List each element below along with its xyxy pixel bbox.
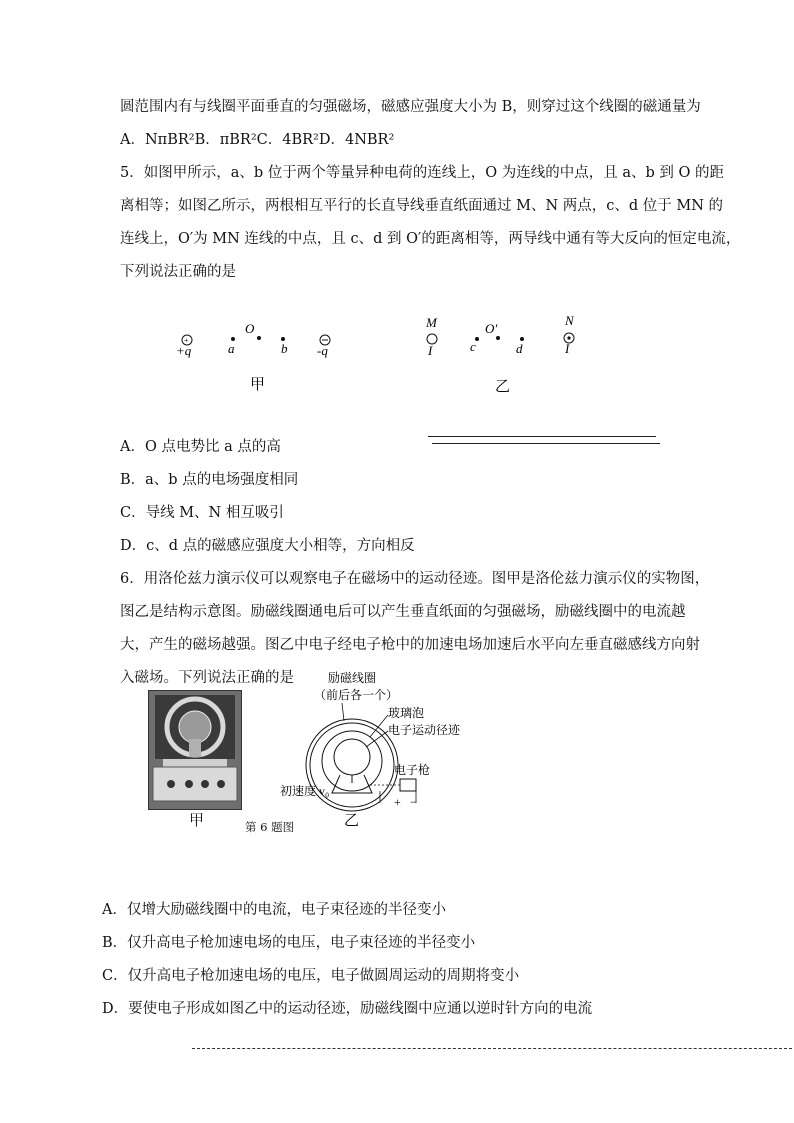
caption-yi: 乙 bbox=[495, 379, 511, 395]
label-minus: − bbox=[410, 795, 417, 809]
q6-option-d: D．要使电子形成如图乙中的运动径迹，励磁线圈中应通以逆时针方向的电流 bbox=[102, 1001, 593, 1017]
answer-dashed-line bbox=[192, 1048, 792, 1049]
caption-jia: 甲 bbox=[250, 377, 266, 393]
divider-line bbox=[432, 443, 660, 444]
label-gun: 电子枪 bbox=[394, 763, 431, 777]
label-minus-q: -q bbox=[317, 343, 328, 358]
q5-stem-line-1: 5．如图甲所示，a、b 位于两个等量异种电荷的连线上，O 为连线的中点，且 a、b 到 O 的距 bbox=[120, 165, 725, 181]
figure-yi bbox=[425, 313, 575, 395]
label-v0: 初速度 v₀ bbox=[280, 784, 330, 798]
label-c: c bbox=[470, 339, 476, 354]
label-bulb: 玻璃泡 bbox=[388, 706, 425, 720]
electron-track bbox=[334, 739, 370, 775]
figure-jia bbox=[176, 321, 330, 393]
q5-stem-line-3: 连线上，O′为 MN 连线的中点，且 c、d 到 O′的距离相等，两导线中通有等大反向的恒定电流， bbox=[120, 231, 741, 247]
figure-number: 第 6 题图 bbox=[245, 820, 295, 834]
q5-option-a: A．O 点电势比 a 点的高 bbox=[120, 439, 281, 455]
q5-option-c: C．导线 M、N 相互吸引 bbox=[120, 505, 284, 521]
caption-yi: 乙 bbox=[344, 813, 360, 829]
q6-stem-line-2: 图乙是结构示意图。励磁线圈通电后可以产生垂直纸面的匀强磁场，励磁线圈中的电流越 bbox=[120, 604, 686, 620]
q6-stem-line-3: 大，产生的磁场越强。图乙中电子经电子枪中的加速电场加速后水平向左垂直磁感线方向射 bbox=[120, 637, 700, 653]
gun-box-icon bbox=[400, 779, 416, 791]
point-O bbox=[257, 336, 261, 340]
label-N: N bbox=[565, 313, 574, 328]
label-I-left: I bbox=[428, 343, 433, 358]
q5-option-b: B．a、b 点的电场强度相同 bbox=[120, 472, 299, 488]
q6-option-c: C．仅升高电子枪加速电场的电压，电子做圆周运动的周期将变小 bbox=[102, 968, 520, 984]
q6-option-b: B．仅升高电子枪加速电场的电压，电子束径迹的半径变小 bbox=[102, 935, 476, 951]
q5-figures bbox=[0, 305, 794, 405]
point-O-prime bbox=[496, 336, 500, 340]
lorentz-structure-diagram bbox=[270, 665, 480, 840]
q5-stem-line-4: 下列说法正确的是 bbox=[120, 264, 236, 280]
label-coil: 励磁线圈 bbox=[328, 671, 377, 685]
q4-options: A．NπBR²B．πBR²C．4BR²D．4NBR² bbox=[120, 132, 395, 148]
label-plus: + bbox=[394, 795, 401, 809]
q6-option-a: A．仅增大励磁线圈中的电流，电子束径迹的半径变小 bbox=[102, 902, 446, 918]
q6-stem-line-4: 入磁场。下列说法正确的是 bbox=[120, 670, 294, 686]
label-plus-q: +q bbox=[176, 343, 192, 358]
label-track: 电子运动径迹 bbox=[388, 723, 461, 737]
label-M: M bbox=[426, 315, 437, 330]
label-O: O bbox=[245, 321, 255, 336]
label-d: d bbox=[516, 341, 523, 356]
q6-stem-line-1: 6．用洛伦兹力演示仪可以观察电子在磁场中的运动径迹。图甲是洛伦兹力演示仪的实物图， bbox=[120, 571, 710, 587]
svg-text:+: + bbox=[184, 336, 189, 345]
label-b: b bbox=[281, 341, 288, 356]
q5-option-d: D．c、d 点的磁感应强度大小相等，方向相反 bbox=[120, 538, 415, 554]
q4-stem-line: 圆范围内有与线圈平面垂直的匀强磁场，磁感应强度大小为 B，则穿过这个线圈的磁通量为 bbox=[120, 99, 701, 115]
lorentz-demonstrator-photo bbox=[148, 690, 242, 810]
q5-stem-line-2: 离相等；如图乙所示，两根相互平行的长直导线垂直纸面通过 M、N 两点，c、d 位于 MN 的 bbox=[120, 198, 724, 214]
label-O-prime: O′ bbox=[485, 321, 498, 336]
divider-line bbox=[428, 436, 656, 437]
caption-jia: 甲 bbox=[189, 811, 205, 829]
label-a: a bbox=[228, 341, 235, 356]
label-coil-note: （前后各一个） bbox=[314, 688, 399, 702]
label-I-right: I bbox=[565, 341, 570, 356]
